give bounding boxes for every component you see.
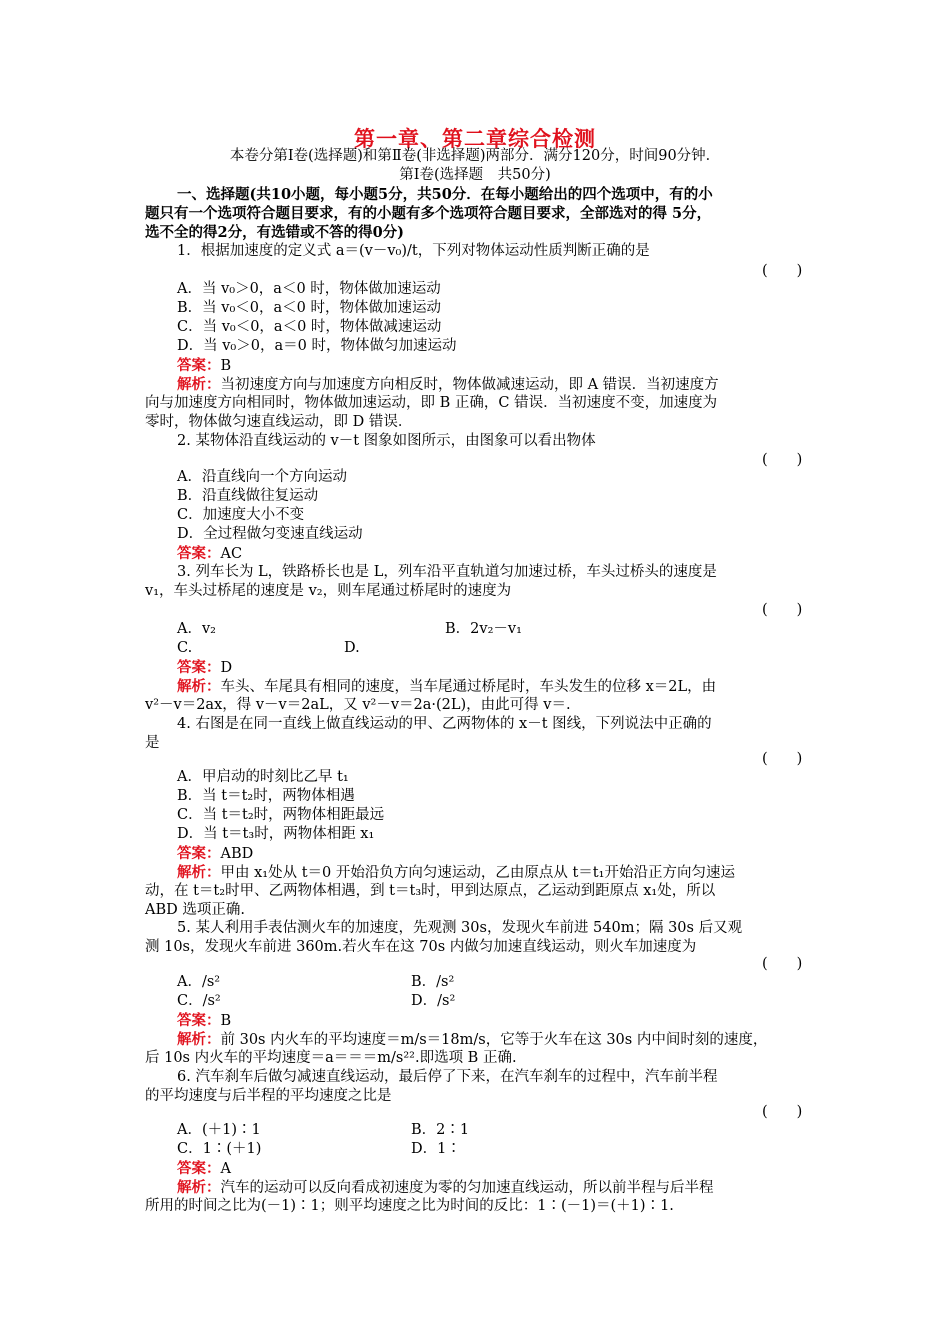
q4-analysis-3: ABD 选项正确. [145, 902, 245, 918]
q6-option-c: C．1∶(＋1) [177, 1141, 262, 1157]
q6-answer-parens: ( ) [762, 1104, 803, 1120]
q5-answer [177, 1011, 837, 1031]
q3-option-a: A．v₂ [177, 621, 216, 637]
q4-answer-parens: ( ) [762, 751, 803, 767]
q6-option-d: D．1∶ [411, 1141, 461, 1157]
q6-option-a: A．(＋1)∶1 [177, 1122, 261, 1138]
q2-stem: 2. 某物体沿直线运动的 v－t 图象如图所示，由图象可以看出物体 [177, 433, 596, 449]
q4-analysis-2: 动，在 t＝t₂时甲、乙两物体相遇，到 t＝t₃时，甲到达原点，乙运动到距原点 x₁处，所以 [145, 883, 716, 899]
q5-option-a: A．/s² [177, 974, 221, 990]
q5-option-b: B．/s² [411, 974, 455, 990]
q2-option-b: B．沿直线做往复运动 [177, 488, 319, 504]
section-line-2: 题只有一个选项符合题目要求，有的小题有多个选项符合题目要求，全部选对的得 5分， [145, 205, 712, 222]
q2-answer [177, 544, 837, 564]
q3-analysis-2: v²－v＝2ax，得 v－v＝2aL，又 v²－v＝2a·(2L)，由此可得 v＝. [145, 697, 571, 713]
q1-analysis-text-1: 当初速度方向与加速度方向相反时，物体做减速运动，即 A 错误．当初速度方 [220, 377, 719, 393]
answer-label: 答案： [177, 357, 221, 374]
q1-option-a: A．当 v₀＞0，a＜0 时，物体做加速运动 [177, 281, 441, 297]
exam-intro: 本卷分第Ⅰ卷(选择题)和第Ⅱ卷(非选择题)两部分．满分120分，时间90分钟． [229, 148, 721, 164]
analysis-label: 解析： [177, 1179, 221, 1196]
q3-answer-value: D [220, 660, 233, 676]
q1-stem: 1．根据加速度的定义式 a＝(v－v₀)/t，下列对物体运动性质判断正确的是 [177, 243, 650, 259]
q1-analysis-2: 向与加速度方向相同时，物体做加速运动，即 B 正确，C 错误．当初速度不变，加速度为 [145, 395, 718, 411]
q3-analysis-text-1: 车头、车尾具有相同的速度，当车尾通过桥尾时，车头发生的位移 x＝2L，由 [220, 679, 717, 695]
q6-stem-2: 的平均速度与后半程的平均速度之比是 [145, 1088, 392, 1104]
analysis-label: 解析： [177, 678, 221, 695]
q3-answer-parens: ( ) [762, 602, 803, 618]
q1-answer-value: B [220, 358, 232, 374]
q4-stem-2: 是 [145, 735, 160, 751]
q1-analysis-1 [177, 375, 837, 395]
q6-analysis-text-1: 汽车的运动可以反向看成初速度为零的匀加速直线运动，所以前半程与后半程 [220, 1180, 714, 1196]
analysis-label: 解析： [177, 1031, 221, 1048]
q4-analysis-text-1: 甲由 x₁处从 t＝0 开始沿负方向匀速运动，乙由原点从 t＝t₁开始沿正方向匀速运 [220, 865, 735, 881]
q5-stem-2: 测 10s，发现火车前进 360m.若火车在这 70s 内做匀加速直线运动，则火车加速度为 [145, 939, 697, 955]
q2-option-a: A．沿直线向一个方向运动 [177, 469, 347, 485]
q6-option-b: B．2∶1 [411, 1122, 470, 1138]
q2-option-d: D．全过程做匀变速直线运动 [177, 526, 363, 542]
q2-answer-parens: ( ) [762, 452, 803, 468]
q4-option-d: D．当 t＝t₃时，两物体相距 x₁ [177, 826, 375, 842]
analysis-label: 解析： [177, 376, 221, 393]
answer-label: 答案： [177, 845, 221, 862]
q3-option-d: D. [344, 640, 360, 656]
answer-label: 答案： [177, 1160, 221, 1177]
q3-answer [177, 658, 837, 678]
q1-option-b: B．当 v₀＜0，a＜0 时，物体做加速运动 [177, 300, 441, 316]
q5-analysis-2: 后 10s 内火车的平均速度＝a＝＝＝m/s²².即选项 B 正确. [145, 1050, 517, 1066]
q4-option-b: B．当 t＝t₂时，两物体相遇 [177, 788, 355, 804]
q6-answer-value: A [220, 1161, 231, 1177]
page-title: 第一章、第二章综合检测 [354, 127, 596, 151]
q3-stem-2: v₁，车头过桥尾的速度是 v₂，则车尾通过桥尾时的速度为 [145, 583, 512, 599]
q5-analysis-text-1: 前 30s 内火车的平均速度＝m/s＝18m/s，它等于火车在这 30s 内中间时刻的速度， [220, 1032, 768, 1048]
q5-answer-value: B [220, 1013, 232, 1029]
q5-option-c: C．/s² [177, 993, 221, 1009]
q5-answer-parens: ( ) [762, 956, 803, 972]
answer-label: 答案： [177, 545, 221, 562]
q4-answer [177, 844, 837, 864]
q1-option-c: C．当 v₀＜0，a＜0 时，物体做减速运动 [177, 319, 442, 335]
answer-label: 答案： [177, 1012, 221, 1029]
section-line-1: 一、选择题(共10小题，每小题5分，共50分．在每小题给出的四个选项中，有的小 [177, 186, 713, 203]
q5-stem-1: 5. 某人利用手表估测火车的加速度，先观测 30s，发现火车前进 540m；隔 30s 后又观 [177, 920, 743, 936]
q3-stem-1: 3. 列车长为 L，铁路桥长也是 L，列车沿平直轨道匀加速过桥，车头过桥头的速度是 [177, 564, 717, 580]
q6-answer [177, 1159, 837, 1179]
q4-stem-1: 4. 右图是在同一直线上做直线运动的甲、乙两物体的 x－t 图线，下列说法中正确的 [177, 716, 712, 732]
part1-heading: 第Ⅰ卷(选择题 共50分) [399, 167, 551, 183]
q1-option-d: D．当 v₀＞0，a＝0 时，物体做匀加速运动 [177, 338, 457, 354]
q4-answer-value: ABD [220, 846, 254, 862]
q3-option-b: B．2v₂－v₁ [445, 621, 522, 637]
q4-option-a: A．甲启动的时刻比乙早 t₁ [177, 769, 349, 785]
q4-option-c: C．当 t＝t₂时，两物体相距最远 [177, 807, 385, 823]
q2-answer-value: AC [220, 546, 243, 562]
q4-analysis-1 [177, 863, 837, 883]
section-line-3: 选不全的得2分，有选错或不答的得0分) [145, 224, 405, 241]
analysis-label: 解析： [177, 864, 221, 881]
q3-option-c: C. [177, 640, 193, 656]
q2-option-c: C．加速度大小不变 [177, 507, 305, 523]
q1-answer [177, 356, 837, 376]
q6-stem-1: 6. 汽车刹车后做匀减速直线运动，最后停了下来，在汽车刹车的过程中，汽车前半程 [177, 1069, 718, 1085]
q1-answer-parens: ( ) [762, 263, 803, 279]
q6-analysis-1 [177, 1178, 837, 1198]
answer-label: 答案： [177, 659, 221, 676]
q1-analysis-3: 零时，物体做匀速直线运动，即 D 错误． [145, 414, 413, 430]
q6-analysis-2: 所用的时间之比为(－1)∶1；则平均速度之比为时间的反比：1∶(－1)＝(＋1)∶1. [145, 1198, 674, 1214]
q3-analysis-1 [177, 677, 837, 697]
q5-analysis-1 [177, 1030, 837, 1050]
q5-option-d: D．/s² [411, 993, 456, 1009]
